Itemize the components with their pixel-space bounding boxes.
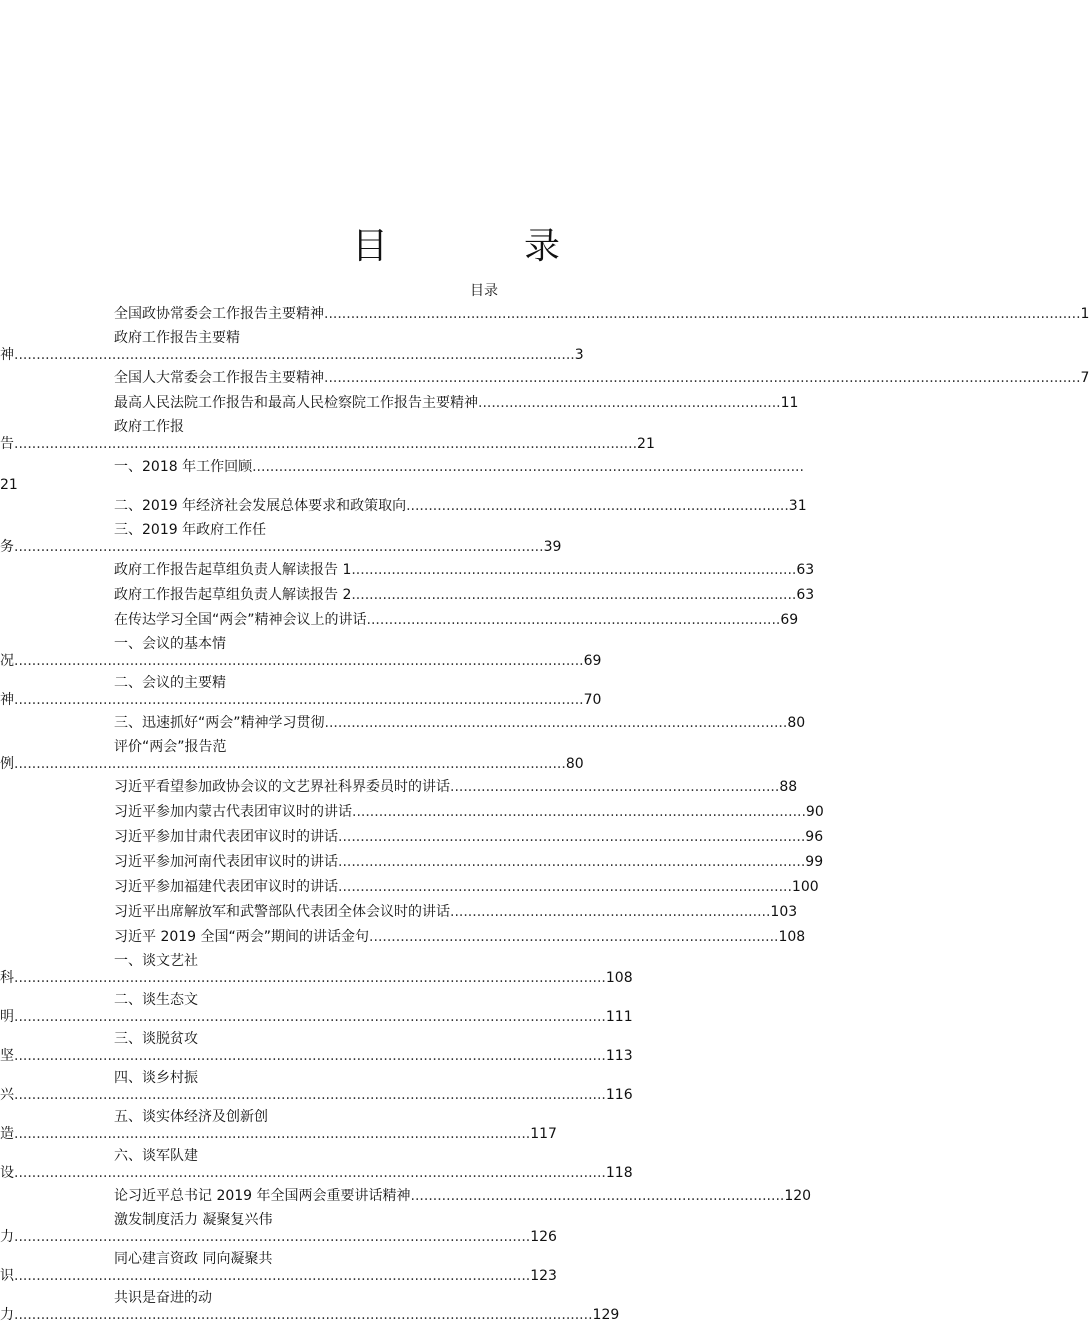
toc-leader-dots: ............................................................................................................................ (252, 459, 804, 475)
toc-entry[interactable] (0, 876, 950, 901)
toc-leader-dots: ........................................................................................................ (324, 715, 788, 731)
toc-entry[interactable] (0, 801, 950, 826)
toc-entry-title: 一、2018 年工作回顾 (114, 459, 253, 475)
toc-entry-title: 三、2019 年政府工作任 (114, 522, 267, 538)
toc-entry[interactable] (0, 584, 950, 609)
toc-entry-title-continued: 兴 (0, 1087, 14, 1103)
toc-leader-dots: .................................................................... (478, 395, 781, 411)
toc-entry-title: 一、谈文艺社 (114, 953, 198, 969)
toc-entry-title-continued: 造 (0, 1126, 14, 1142)
toc-entry[interactable] (0, 826, 950, 851)
toc-entry-title: 三、谈脱贫攻 (114, 1031, 198, 1047)
toc-entry-title: 政府工作报告起草组负责人解读报告 2 (114, 587, 352, 603)
toc-page-number: 1 (1080, 306, 1089, 322)
toc-entry-title-continued: 神 (0, 347, 14, 363)
toc-leader-dots: .................................................................................................... (351, 587, 797, 603)
toc-page-number: 63 (796, 562, 815, 578)
toc-leader-dots: ............................................................................................. (366, 612, 781, 628)
toc-page-number: 129 (592, 1307, 620, 1323)
toc-entry-title: 政府工作报告主要精 (114, 330, 240, 346)
toc-entry-title: 三、迅速抓好“两会”精神学习贯彻 (114, 715, 325, 731)
toc-entry[interactable] (0, 367, 1089, 392)
toc-entry-title: 习近平参加甘肃代表团审议时的讲话 (114, 829, 338, 845)
toc-entry[interactable] (0, 776, 950, 801)
toc-leader-dots: ...................................................................................................... (352, 804, 806, 820)
toc-page-number: 117 (530, 1126, 557, 1142)
table-of-contents (0, 303, 1089, 1327)
toc-page-number: 7 (1080, 370, 1089, 386)
toc-page-number: 63 (796, 587, 815, 603)
toc-entry[interactable] (0, 712, 950, 737)
toc-entry[interactable] (0, 609, 950, 634)
toc-page-number: 90 (805, 804, 824, 820)
toc-entry-title-continued: 例 (0, 756, 14, 772)
toc-entry-title: 习近平参加河南代表团审议时的讲话 (114, 854, 338, 870)
toc-page-number: 108 (605, 970, 633, 986)
toc-leader-dots: ............................................................................................................................ (14, 756, 566, 772)
toc-entry-title: 六、谈军队建 (114, 1148, 198, 1164)
toc-entry-title-continued: 告 (0, 436, 14, 452)
toc-leader-dots: .......................................................................................................................................................................... (324, 370, 1081, 386)
toc-entry-title-continued: 科 (0, 970, 14, 986)
toc-page-number: 69 (583, 653, 602, 669)
toc-leader-dots: ....................................................................................................................... (14, 539, 544, 555)
toc-entry-title: 五、谈实体经济及创新创 (114, 1109, 268, 1125)
toc-page-number: 113 (605, 1048, 633, 1064)
toc-leader-dots: .................................................................................................................................. (14, 1307, 593, 1323)
toc-entry-title-continued: 力 (0, 1307, 14, 1323)
toc-entry-title: 政府工作报告起草组负责人解读报告 1 (114, 562, 352, 578)
toc-entry-title: 最高人民法院工作报告和最高人民检察院工作报告主要精神 (114, 395, 478, 411)
toc-leader-dots: .................................................................................................... (351, 562, 797, 578)
toc-leader-dots: ......................................................................................................... (338, 829, 806, 845)
toc-leader-dots: .................................................................................................................... (14, 1126, 531, 1142)
toc-leader-dots: ............................................................................................................................................ (14, 436, 638, 452)
toc-page-number: 118 (605, 1165, 633, 1181)
toc-entry[interactable] (0, 1288, 950, 1327)
toc-entry-title: 二、会议的主要精 (114, 675, 226, 691)
toc-leader-dots: .................................................................................... (410, 1188, 785, 1204)
toc-leader-dots: .......................................................................... (450, 779, 780, 795)
toc-entry-title: 全国人大常委会工作报告主要精神 (114, 370, 324, 386)
toc-entry[interactable] (0, 495, 950, 520)
toc-entry-title: 二、谈生态文 (114, 992, 198, 1008)
toc-entry-title-continued: 况 (0, 653, 14, 669)
toc-entry[interactable] (0, 634, 950, 673)
toc-subheading: 目录 (470, 283, 498, 299)
toc-page-number: 103 (770, 904, 798, 920)
toc-leader-dots: ...................................................................................................... (338, 879, 792, 895)
toc-page-number: 39 (543, 539, 562, 555)
toc-entry[interactable] (0, 392, 950, 417)
toc-entry-title: 习近平出席解放军和武警部队代表团全体会议时的讲话 (114, 904, 450, 920)
toc-entry-title-continued: 识 (0, 1268, 14, 1284)
toc-leader-dots: ..................................................................................................................................... (14, 1009, 606, 1025)
toc-page-number: 21 (0, 477, 18, 493)
toc-entry-title-continued: 务 (0, 539, 14, 555)
toc-page-number: 80 (787, 715, 806, 731)
toc-page-number: 69 (780, 612, 799, 628)
toc-entry-title: 习近平 2019 全国“两会”期间的讲话金句 (114, 929, 370, 945)
toc-entry[interactable] (0, 559, 950, 584)
toc-page-number: 116 (605, 1087, 633, 1103)
toc-leader-dots: ..................................................................................................................................... (14, 1165, 606, 1181)
toc-page-number: 126 (530, 1229, 557, 1245)
toc-entry-title: 一、会议的基本情 (114, 636, 226, 652)
toc-leader-dots: ..................................................................................................................................... (14, 1048, 606, 1064)
toc-entry-title: 政府工作报 (114, 419, 184, 435)
toc-page-number: 88 (779, 779, 798, 795)
toc-entry[interactable] (0, 737, 950, 776)
toc-entry-title: 共识是奋进的动 (114, 1290, 212, 1306)
toc-entry-title: 习近平看望参加政协会议的文艺界社科界委员时的讲话 (114, 779, 450, 795)
toc-entry[interactable] (0, 328, 950, 367)
toc-page-number: 96 (805, 829, 824, 845)
toc-page-number: 120 (784, 1188, 812, 1204)
toc-entry[interactable] (0, 417, 950, 456)
toc-entry-title: 四、谈乡村振 (114, 1070, 198, 1086)
toc-page-number: 123 (530, 1268, 557, 1284)
toc-leader-dots: ..................................................................................................................................... (14, 1087, 606, 1103)
toc-entry[interactable] (0, 303, 1089, 328)
toc-entry[interactable] (0, 926, 950, 951)
toc-entry-title-continued: 设 (0, 1165, 14, 1181)
toc-entry-title: 同心建言资政 同向凝聚共 (114, 1251, 273, 1267)
toc-entry[interactable] (0, 951, 950, 990)
toc-page-number: 21 (637, 436, 655, 452)
toc-entry-title: 激发制度活力 凝聚复兴伟 (114, 1212, 273, 1228)
toc-entry[interactable] (0, 1107, 950, 1146)
toc-entry-title: 习近平参加福建代表团审议时的讲话 (114, 879, 338, 895)
toc-leader-dots: ......................................................................................................... (338, 854, 806, 870)
toc-entry[interactable] (0, 901, 950, 926)
toc-entry[interactable] (0, 1249, 950, 1288)
toc-entry-title: 评价“两会”报告范 (114, 739, 227, 755)
toc-entry[interactable] (0, 851, 950, 876)
toc-leader-dots: ..................................................................................................................................... (14, 970, 606, 986)
toc-page-number: 99 (805, 854, 824, 870)
toc-entry-title-continued: 明 (0, 1009, 14, 1025)
toc-page-number: 108 (778, 929, 806, 945)
toc-page-number: 11 (780, 395, 799, 411)
toc-leader-dots: .............................................................................................................................. (14, 347, 575, 363)
toc-page-number: 80 (565, 756, 584, 772)
toc-leader-dots: .......................................................................................................................................................................... (324, 306, 1081, 322)
toc-leader-dots: .................................................................................................................... (14, 1229, 531, 1245)
toc-page-number: 31 (788, 498, 807, 514)
toc-leader-dots: ................................................................................................................................ (14, 653, 584, 669)
toc-page-number: 3 (574, 347, 584, 363)
toc-entry-title-continued: 力 (0, 1229, 14, 1245)
toc-entry-title-continued: 神 (0, 692, 14, 708)
toc-leader-dots: ................................................................................................................................ (14, 692, 584, 708)
toc-page-number: 111 (605, 1009, 633, 1025)
toc-entry-title: 论习近平总书记 2019 年全国两会重要讲话精神 (114, 1188, 411, 1204)
toc-entry[interactable] (0, 1068, 950, 1107)
toc-entry-title: 在传达学习全国“两会”精神会议上的讲话 (114, 612, 367, 628)
toc-entry[interactable] (0, 1185, 950, 1210)
toc-entry[interactable] (0, 990, 950, 1029)
toc-entry[interactable] (0, 520, 950, 559)
toc-leader-dots: ...................................................................................... (406, 498, 789, 514)
toc-entry[interactable] (0, 1210, 950, 1249)
toc-entry[interactable] (0, 1146, 950, 1185)
toc-entry[interactable] (0, 673, 950, 712)
toc-leader-dots: ............................................................................................ (369, 929, 779, 945)
toc-entry-title: 全国政协常委会工作报告主要精神 (114, 306, 324, 322)
toc-heading: 目 录 (351, 226, 610, 267)
toc-entry[interactable] (0, 1029, 950, 1068)
toc-entry-title: 习近平参加内蒙古代表团审议时的讲话 (114, 804, 352, 820)
toc-page-number: 70 (583, 692, 602, 708)
toc-leader-dots: .................................................................................................................... (14, 1268, 531, 1284)
toc-entry[interactable] (0, 456, 950, 495)
toc-entry-title: 二、2019 年经济社会发展总体要求和政策取向 (114, 498, 407, 514)
toc-page-number: 100 (791, 879, 819, 895)
toc-entry-title-continued: 坚 (0, 1048, 14, 1064)
toc-leader-dots: ........................................................................ (450, 904, 771, 920)
